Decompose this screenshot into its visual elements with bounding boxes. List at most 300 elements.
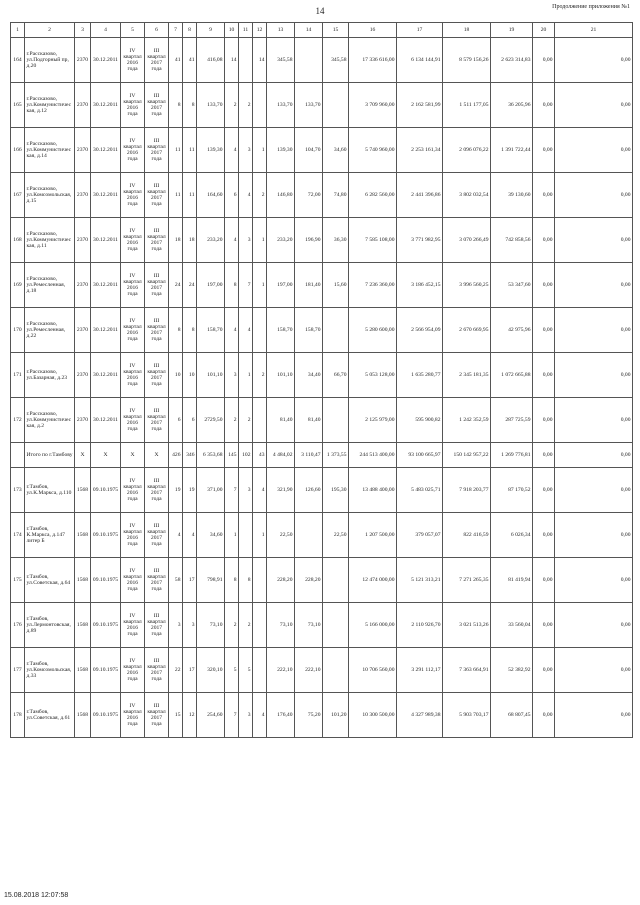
table-cell: г.Рассказово, ул.Базарная, д.23 [25, 353, 75, 398]
table-cell: 171 [11, 353, 25, 398]
table-cell: 8 [169, 83, 183, 128]
table-cell: 30.12.2011 [91, 263, 121, 308]
table-cell: 19 [183, 468, 197, 513]
table-cell: 8 [239, 558, 253, 603]
table-cell: 2 623 314,83 [491, 38, 533, 83]
table-cell: 595 900,82 [397, 398, 443, 443]
table-cell: 30.12.2011 [91, 218, 121, 263]
table-cell: 09.10.1975 [91, 603, 121, 648]
table-cell: 2 670 669,95 [443, 308, 491, 353]
table-cell: 166 [11, 128, 25, 173]
table-cell: 2370 [75, 398, 91, 443]
table-cell: 7 [225, 468, 239, 513]
column-header: 1 [11, 23, 25, 38]
table-cell: 145 [225, 443, 239, 468]
table-cell: 165 [11, 83, 25, 128]
table-cell: 18 [183, 218, 197, 263]
table-cell: 15 [169, 693, 183, 738]
table-cell: 74,80 [323, 173, 349, 218]
table-row [11, 263, 633, 308]
table-cell: 30.12.2011 [91, 83, 121, 128]
table-cell: 17 336 616,00 [349, 38, 397, 83]
table-cell: 0,00 [555, 468, 633, 513]
table-row [11, 83, 633, 128]
table-cell: 1 [253, 513, 267, 558]
table-cell: 3 [225, 353, 239, 398]
table-cell: 68 807,45 [491, 693, 533, 738]
table-cell: 3 021 513,26 [443, 603, 491, 648]
column-header: 13 [267, 23, 295, 38]
table-cell: 4 [169, 513, 183, 558]
table-cell: 7 [239, 263, 253, 308]
table-cell: 09.10.1975 [91, 558, 121, 603]
table-cell: 133,70 [197, 83, 225, 128]
table-cell: 24 [169, 263, 183, 308]
table-cell: 1 207 500,00 [349, 513, 397, 558]
table-cell: 1 [253, 218, 267, 263]
table-cell: 8 [225, 558, 239, 603]
table-cell: 72,00 [295, 173, 323, 218]
table-cell: г.Рассказово, ул.Коммунистическая, д.12 [25, 83, 75, 128]
table-cell: 102 [239, 443, 253, 468]
table-cell: Итого по г.Тамбову [25, 443, 75, 468]
table-cell: IV квартал 2016 года [121, 128, 145, 173]
column-header: 19 [491, 23, 533, 38]
table-cell: 5 903 703,17 [443, 693, 491, 738]
table-cell: 73,10 [267, 603, 295, 648]
table-cell: III квартал 2017 года [145, 398, 169, 443]
table-cell: 0,00 [555, 353, 633, 398]
table-cell [253, 398, 267, 443]
table-cell: 139,30 [267, 128, 295, 173]
table-cell: 2 [225, 603, 239, 648]
table-cell: 5 121 313,21 [397, 558, 443, 603]
table-cell: 8 [183, 83, 197, 128]
table-cell: X [145, 443, 169, 468]
table-cell: 0,00 [533, 83, 555, 128]
table-cell: IV квартал 2016 года [121, 173, 145, 218]
table-cell: 09.10.1975 [91, 468, 121, 513]
table-cell: 0,00 [533, 398, 555, 443]
table-cell: 73,10 [197, 603, 225, 648]
table-cell: 175 [11, 558, 25, 603]
table-cell: 09.10.1975 [91, 693, 121, 738]
table-cell: 41 [183, 38, 197, 83]
table-cell: 158,70 [267, 308, 295, 353]
table-cell: 3 [169, 603, 183, 648]
column-header: 9 [197, 23, 225, 38]
table-cell: 7 585 108,00 [349, 218, 397, 263]
table-cell: 244 513 400,00 [349, 443, 397, 468]
column-header: 6 [145, 23, 169, 38]
table-cell [323, 398, 349, 443]
table-cell: 4 [253, 468, 267, 513]
table-cell: 822 416,59 [443, 513, 491, 558]
table-cell: 146,80 [267, 173, 295, 218]
table-cell: 1 [225, 513, 239, 558]
table-cell: 2 [239, 603, 253, 648]
table-cell: 2 566 954,09 [397, 308, 443, 353]
table-cell: III квартал 2017 года [145, 128, 169, 173]
column-header: 7 [169, 23, 183, 38]
table-cell: 0,00 [555, 443, 633, 468]
table-cell: 2 345 181,35 [443, 353, 491, 398]
table-cell: 0,00 [533, 353, 555, 398]
table-cell: IV квартал 2016 года [121, 83, 145, 128]
table-cell: 4 [253, 693, 267, 738]
table-cell: 12 [183, 693, 197, 738]
table-cell: 0,00 [555, 603, 633, 648]
table-cell: IV квартал 2016 года [121, 308, 145, 353]
table-cell: X [91, 443, 121, 468]
table-cell: 1 373,55 [323, 443, 349, 468]
table-cell: 2 [239, 398, 253, 443]
table-cell: 14 [253, 38, 267, 83]
table-cell: 345,58 [267, 38, 295, 83]
table-cell: IV квартал 2016 года [121, 38, 145, 83]
table-cell: III квартал 2017 года [145, 603, 169, 648]
table-cell: г.Рассказово, ул.Коммунистическая, д.2 [25, 398, 75, 443]
table-cell: 0,00 [533, 218, 555, 263]
table-cell: 170 [11, 308, 25, 353]
column-header: 18 [443, 23, 491, 38]
table-cell: 0,00 [555, 173, 633, 218]
total-row [11, 443, 633, 468]
table-cell: 10 [183, 353, 197, 398]
table-cell: 2370 [75, 173, 91, 218]
table-cell: 2 162 581,99 [397, 83, 443, 128]
table-row [11, 513, 633, 558]
table-cell: IV квартал 2016 года [121, 468, 145, 513]
table-cell: 3 110,47 [295, 443, 323, 468]
table-cell: 416,08 [197, 38, 225, 83]
table-cell: 0,00 [533, 693, 555, 738]
table-cell: 0,00 [555, 398, 633, 443]
table-cell: 10 706 560,00 [349, 648, 397, 693]
table-cell: 133,70 [267, 83, 295, 128]
table-cell: 158,70 [197, 308, 225, 353]
table-cell: 22 [169, 648, 183, 693]
table-cell: 320,10 [197, 648, 225, 693]
table-cell: 93 100 665,97 [397, 443, 443, 468]
table-cell: 254,60 [197, 693, 225, 738]
table-cell: IV квартал 2016 года [121, 603, 145, 648]
table-cell: 0,00 [555, 263, 633, 308]
table-cell: 1 [253, 263, 267, 308]
table-cell: 345,58 [323, 38, 349, 83]
table-cell: 0,00 [555, 693, 633, 738]
table-cell: 42 975,96 [491, 308, 533, 353]
table-cell: 5 740 960,00 [349, 128, 397, 173]
table-cell: 178 [11, 693, 25, 738]
table-cell: 181,40 [295, 263, 323, 308]
table-cell: 11 [183, 173, 197, 218]
table-cell: 0,00 [533, 513, 555, 558]
table-cell [323, 308, 349, 353]
table-cell: 287 725,59 [491, 398, 533, 443]
table-cell: 346 [183, 443, 197, 468]
table-cell: 4 [183, 513, 197, 558]
table-cell: IV квартал 2016 года [121, 513, 145, 558]
table-cell: 11 [169, 128, 183, 173]
column-header: 3 [75, 23, 91, 38]
table-cell: 0,00 [533, 648, 555, 693]
table-cell: 30.12.2011 [91, 308, 121, 353]
table-cell [253, 308, 267, 353]
table-cell: 2 [239, 83, 253, 128]
table-cell: 6 134 144,91 [397, 38, 443, 83]
appendix-title: Продолжение приложения №1 [552, 4, 630, 10]
table-cell: 09.10.1975 [91, 513, 121, 558]
table-cell: IV квартал 2016 года [121, 648, 145, 693]
table-cell: 379 057,07 [397, 513, 443, 558]
table-cell: 3 070 266,49 [443, 218, 491, 263]
table-cell: 8 579 156,26 [443, 38, 491, 83]
table-cell: г.Рассказово, ул.Комсомольская, д.15 [25, 173, 75, 218]
table-cell: г.Тамбов, ул.Советская, д.61 [25, 693, 75, 738]
table-cell: 13 488 400,00 [349, 468, 397, 513]
table-row [11, 128, 633, 173]
table-cell: III квартал 2017 года [145, 263, 169, 308]
table-cell: 41 [169, 38, 183, 83]
column-header: 2 [25, 23, 75, 38]
table-cell: 0,00 [533, 173, 555, 218]
table-cell: 3 709 960,00 [349, 83, 397, 128]
table-cell: 2370 [75, 353, 91, 398]
table-cell: 1 [239, 353, 253, 398]
column-header: 5 [121, 23, 145, 38]
table-cell: 2370 [75, 38, 91, 83]
table-cell: 3 802 032,54 [443, 173, 491, 218]
table-cell: 4 [225, 308, 239, 353]
table-cell: 2 253 161,34 [397, 128, 443, 173]
table-cell: 228,20 [267, 558, 295, 603]
table-cell: 2370 [75, 263, 91, 308]
table-row [11, 218, 633, 263]
table-cell: 195,30 [323, 468, 349, 513]
table-cell [11, 443, 25, 468]
table-cell: 52 382,92 [491, 648, 533, 693]
table-cell: 5 280 600,00 [349, 308, 397, 353]
table-cell: 3 [183, 603, 197, 648]
table-cell: 196,90 [295, 218, 323, 263]
table-cell: 43 [253, 443, 267, 468]
table-cell: III квартал 2017 года [145, 173, 169, 218]
table-cell: 2 096 076,22 [443, 128, 491, 173]
column-header: 20 [533, 23, 555, 38]
table-cell: 30.12.2011 [91, 398, 121, 443]
table-cell: 169 [11, 263, 25, 308]
table-cell [323, 558, 349, 603]
table-cell: 7 363 664,91 [443, 648, 491, 693]
table-cell: 101,20 [323, 693, 349, 738]
table-cell: IV квартал 2016 года [121, 558, 145, 603]
table-cell: 15,60 [323, 263, 349, 308]
apartment-table [10, 22, 633, 738]
table-cell: 81,40 [267, 398, 295, 443]
table-cell: 10 [169, 353, 183, 398]
table-cell: 176 [11, 603, 25, 648]
table-cell: 8 [225, 263, 239, 308]
table-cell: 2370 [75, 218, 91, 263]
table-cell [253, 603, 267, 648]
table-cell: 228,20 [295, 558, 323, 603]
table-cell: 66,70 [323, 353, 349, 398]
table-cell: 222,10 [267, 648, 295, 693]
table-cell: 6 [225, 173, 239, 218]
table-cell: 4 [225, 218, 239, 263]
table-cell: 7 [225, 693, 239, 738]
table-cell: 0,00 [555, 558, 633, 603]
table-cell: III квартал 2017 года [145, 558, 169, 603]
table-cell: 81 419,94 [491, 558, 533, 603]
table-cell: 8 [183, 308, 197, 353]
column-header: 16 [349, 23, 397, 38]
table-cell: г.Тамбов, К.Маркса, д.147 литер Б [25, 513, 75, 558]
table-cell: 5 [239, 648, 253, 693]
table-cell: 3 291 112,17 [397, 648, 443, 693]
table-cell: 197,00 [267, 263, 295, 308]
table-cell: 1568 [75, 558, 91, 603]
table-cell: 0,00 [533, 128, 555, 173]
table-cell: г.Тамбов, ул.К.Маркса, д.110 [25, 468, 75, 513]
table-cell: 2370 [75, 83, 91, 128]
table-cell: 33 560,04 [491, 603, 533, 648]
table-cell: г.Рассказово, ул.Ремесленная, д.22 [25, 308, 75, 353]
table-cell: 8 [169, 308, 183, 353]
table-cell: 6 282 560,00 [349, 173, 397, 218]
table-cell: III квартал 2017 года [145, 468, 169, 513]
table-cell: 173 [11, 468, 25, 513]
table-cell: 12 474 000,00 [349, 558, 397, 603]
table-cell: 4 [225, 128, 239, 173]
table-cell: 104,70 [295, 128, 323, 173]
table-cell: 1568 [75, 693, 91, 738]
table-cell: г.Тамбов, ул.Комсомольская, д.33 [25, 648, 75, 693]
table-cell: 0,00 [555, 83, 633, 128]
table-cell: 3 [239, 218, 253, 263]
table-cell: 133,70 [295, 83, 323, 128]
table-cell: 1 635 280,77 [397, 353, 443, 398]
table-cell: 233,20 [267, 218, 295, 263]
table-cell: 0,00 [555, 513, 633, 558]
table-cell: III квартал 2017 года [145, 353, 169, 398]
table-cell: 177 [11, 648, 25, 693]
table-cell: 1568 [75, 603, 91, 648]
table-cell: IV квартал 2016 года [121, 693, 145, 738]
table-cell: 30.12.2011 [91, 128, 121, 173]
table-cell: 6 026,34 [491, 513, 533, 558]
table-cell: 11 [183, 128, 197, 173]
table-cell: III квартал 2017 года [145, 83, 169, 128]
table-row [11, 468, 633, 513]
table-cell: 6 353,68 [197, 443, 225, 468]
page-number: 14 [315, 6, 325, 16]
table-cell [323, 603, 349, 648]
table-cell: 0,00 [555, 648, 633, 693]
table-cell: 2 [225, 83, 239, 128]
table-cell: 30.12.2011 [91, 38, 121, 83]
table-cell: 34,60 [197, 513, 225, 558]
table-cell: 09.10.1975 [91, 648, 121, 693]
table-cell: 0,00 [533, 263, 555, 308]
table-cell: 53 347,60 [491, 263, 533, 308]
table-cell: 2 125 979,00 [349, 398, 397, 443]
table-cell: IV квартал 2016 года [121, 263, 145, 308]
column-header: 21 [555, 23, 633, 38]
table-cell: 5 483 025,71 [397, 468, 443, 513]
table-cell: 1 072 665,88 [491, 353, 533, 398]
table-cell: 176,40 [267, 693, 295, 738]
table-cell: 0,00 [555, 128, 633, 173]
column-header: 4 [91, 23, 121, 38]
table-cell: 30.12.2011 [91, 353, 121, 398]
header-row [11, 23, 633, 38]
table-cell: 6 [169, 398, 183, 443]
table-cell: IV квартал 2016 года [121, 398, 145, 443]
table-cell: III квартал 2017 года [145, 218, 169, 263]
table-cell [295, 513, 323, 558]
table-cell: 222,10 [295, 648, 323, 693]
table-cell [323, 83, 349, 128]
table-cell: 2729,50 [197, 398, 225, 443]
table-cell: 126,60 [295, 468, 323, 513]
table-cell [253, 648, 267, 693]
table-row [11, 38, 633, 83]
table-cell: 17 [183, 648, 197, 693]
table-cell: 3 [239, 693, 253, 738]
table-cell: 0,00 [533, 308, 555, 353]
table-cell: г.Рассказово, ул.Ремесленная, д.18 [25, 263, 75, 308]
table-frame [10, 22, 631, 882]
table-cell: 87 170,52 [491, 468, 533, 513]
table-cell: 19 [169, 468, 183, 513]
table-cell [295, 38, 323, 83]
table-cell: IV квартал 2016 года [121, 218, 145, 263]
table-cell: 7 271 265,35 [443, 558, 491, 603]
column-header: 17 [397, 23, 443, 38]
table-cell: 5 [225, 648, 239, 693]
column-header: 15 [323, 23, 349, 38]
table-cell [239, 513, 253, 558]
table-cell: 3 [239, 128, 253, 173]
table-cell: 0,00 [533, 603, 555, 648]
table-cell: III квартал 2017 года [145, 38, 169, 83]
table-cell: 73,10 [295, 603, 323, 648]
table-cell: 39 130,60 [491, 173, 533, 218]
table-cell: 321,90 [267, 468, 295, 513]
table-cell: X [121, 443, 145, 468]
table-cell: 164 [11, 38, 25, 83]
table-cell: III квартал 2017 года [145, 648, 169, 693]
table-row [11, 648, 633, 693]
table-cell: 36,30 [323, 218, 349, 263]
table-cell: III квартал 2017 года [145, 693, 169, 738]
table-cell: 30.12.2011 [91, 173, 121, 218]
table-cell: 3 771 982,95 [397, 218, 443, 263]
table-cell: 172 [11, 398, 25, 443]
table-cell: 4 327 989,38 [397, 693, 443, 738]
table-cell: 18 [169, 218, 183, 263]
table-cell: г.Тамбов, ул.Советская, д.64 [25, 558, 75, 603]
table-cell: 58 [169, 558, 183, 603]
table-cell: 4 484,02 [267, 443, 295, 468]
table-cell: 75,20 [295, 693, 323, 738]
table-cell: 0,00 [555, 218, 633, 263]
table-cell: 2 [253, 173, 267, 218]
table-cell: 22,50 [267, 513, 295, 558]
table-cell: 742 858,56 [491, 218, 533, 263]
